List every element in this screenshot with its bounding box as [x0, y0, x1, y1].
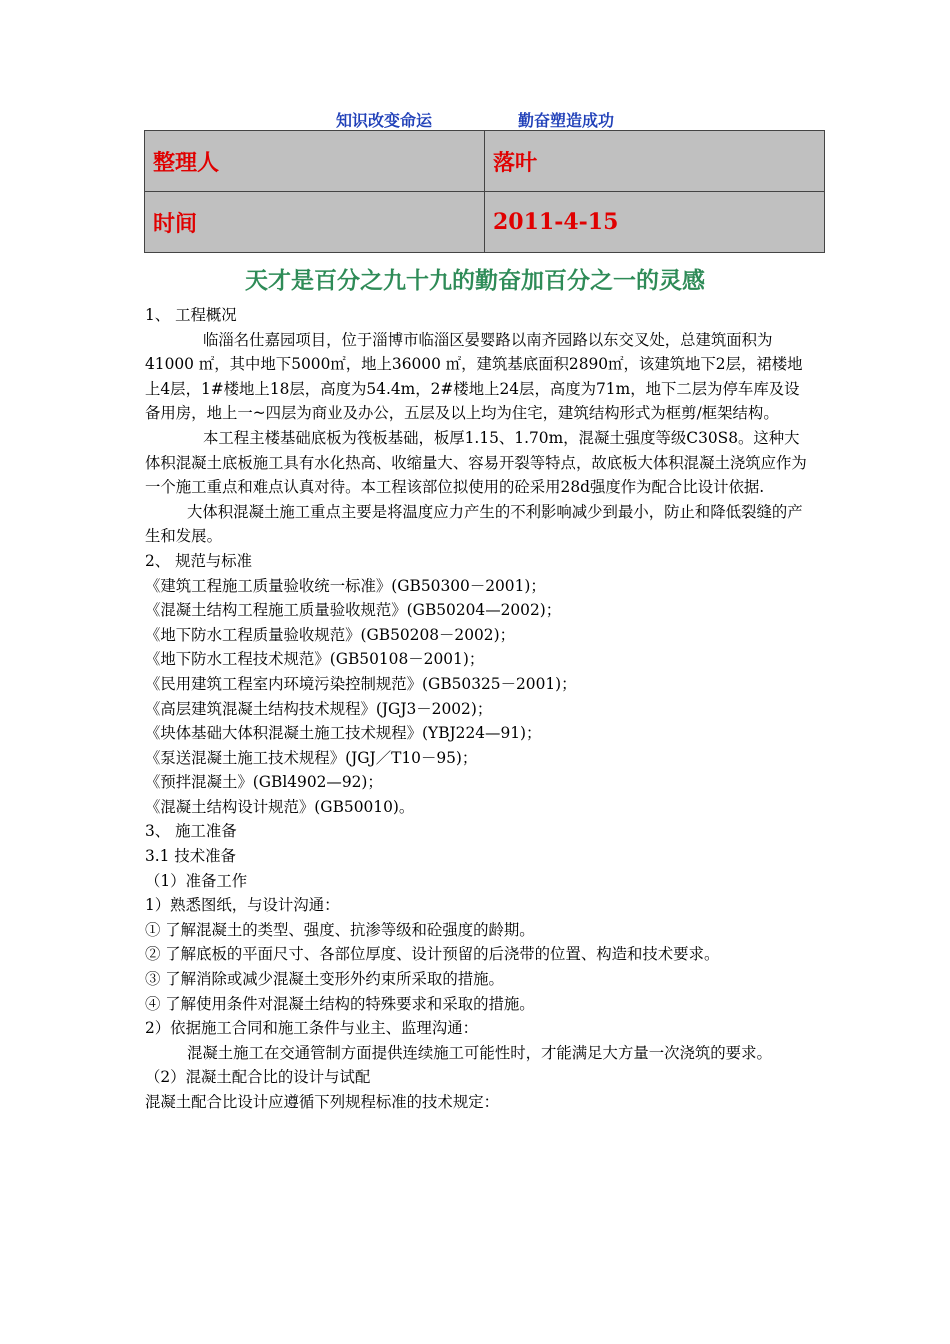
paragraph: 混凝土配合比设计应遵循下列规程标准的技术规定：: [145, 1093, 499, 1111]
list-title: （2）混凝土配合比的设计与试配: [145, 1068, 371, 1087]
list-item: 2）依据施工合同和施工条件与业主、监理沟通：: [145, 1019, 478, 1038]
list-item: ③ 了解消除或减少混凝土变形外约束所采取的措施。: [145, 970, 504, 989]
standard-item: 《地下防水工程技术规范》(GB50108－2001)；: [145, 650, 485, 669]
document-body: [145, 303, 810, 1115]
section-heading: 1、 工程概况: [145, 306, 237, 324]
list-item: ② 了解底板的平面尺寸、各部位厚度、设计预留的后浇带的位置、构造和技术要求。: [145, 945, 720, 964]
table-row: [145, 131, 825, 192]
date-value: 2011-4-15: [485, 192, 825, 253]
list-item: ④ 了解使用条件对混凝土结构的特殊要求和采取的措施。: [145, 994, 535, 1013]
subsection-heading: 3.1 技术准备: [145, 847, 236, 866]
standard-item: 《预拌混凝土》(GBl4902—92)；: [145, 773, 383, 792]
list-title: （1）准备工作: [145, 871, 248, 890]
section-heading: 2、 规范与标准: [145, 551, 253, 570]
standard-item: 《混凝土结构设计规范》(GB50010)。: [145, 797, 415, 816]
standard-item: 《民用建筑工程室内环境污染控制规范》(GB50325－2001)；: [145, 674, 577, 693]
motto-header: [0, 108, 950, 131]
paragraph: 混凝土施工在交通管制方面提供连续施工可能性时，才能满足大方量一次浇筑的要求。: [187, 1043, 772, 1062]
date-label: 时间: [145, 192, 485, 253]
list-item: ① 了解混凝土的类型、强度、抗渗等级和砼强度的龄期。: [145, 920, 535, 939]
info-table: [144, 130, 825, 253]
standard-item: 《高层建筑混凝土结构技术规程》(JGJ3－2002)；: [145, 699, 493, 718]
organizer-value: 落叶: [485, 131, 825, 192]
standard-item: 《块体基础大体积混凝土施工技术规程》(YBJ224—91)；: [145, 724, 542, 743]
standard-item: 《混凝土结构工程施工质量验收规范》(GB50204—2002)；: [145, 601, 562, 620]
standard-item: 《地下防水工程质量验收规范》(GB50208－2002)；: [145, 625, 515, 644]
motto-right: 勤奋塑造成功: [518, 111, 615, 130]
organizer-label: 整理人: [145, 131, 485, 192]
standard-item: 《泵送混凝土施工技术规程》(JGJ／T10－95)；: [145, 748, 478, 767]
paragraph: 临淄名仕嘉园项目，位于淄博市临淄区晏婴路以南齐园路以东交叉处，总建筑面积为41000 ㎡，其中地下5000㎡，地上36000 ㎡，建筑基底面积2890㎡，该建筑地下2层，裙楼地上4层，1#楼地上18层，高度为54.4m，2#楼地上24层，高度为71m，地下二层为停车库及设备用房，地上一~四层为商业及办公，五层及以上均为住宅，建筑结构形式为框剪/框架结构。: [145, 330, 803, 423]
headline-quote: 天才是百分之九十九的勤奋加百分之一的灵感: [245, 268, 705, 294]
motto-left: 知识改变命运: [335, 111, 432, 130]
paragraph: 本工程主楼基础底板为筏板基础，板厚1.15、1.70m，混凝土强度等级C30S8。这种大体积混凝土底板施工具有水化热高、收缩量大、容易开裂等特点，故底板大体积混凝土浇筑应作为一个施工重点和难点认真对待。本工程该部位拟使用的砼采用28d强度作为配合比设计依据.: [145, 428, 807, 497]
section-heading: 3、 施工准备: [145, 822, 237, 841]
list-item: 1）熟悉图纸，与设计沟通：: [145, 896, 340, 915]
standard-item: 《建筑工程施工质量验收统一标准》(GB50300－2001)；: [145, 576, 546, 595]
paragraph: 大体积混凝土施工重点主要是将温度应力产生的不利影响减少到最小，防止和降低裂缝的产生和发展。: [145, 502, 803, 546]
table-row: [145, 192, 825, 253]
